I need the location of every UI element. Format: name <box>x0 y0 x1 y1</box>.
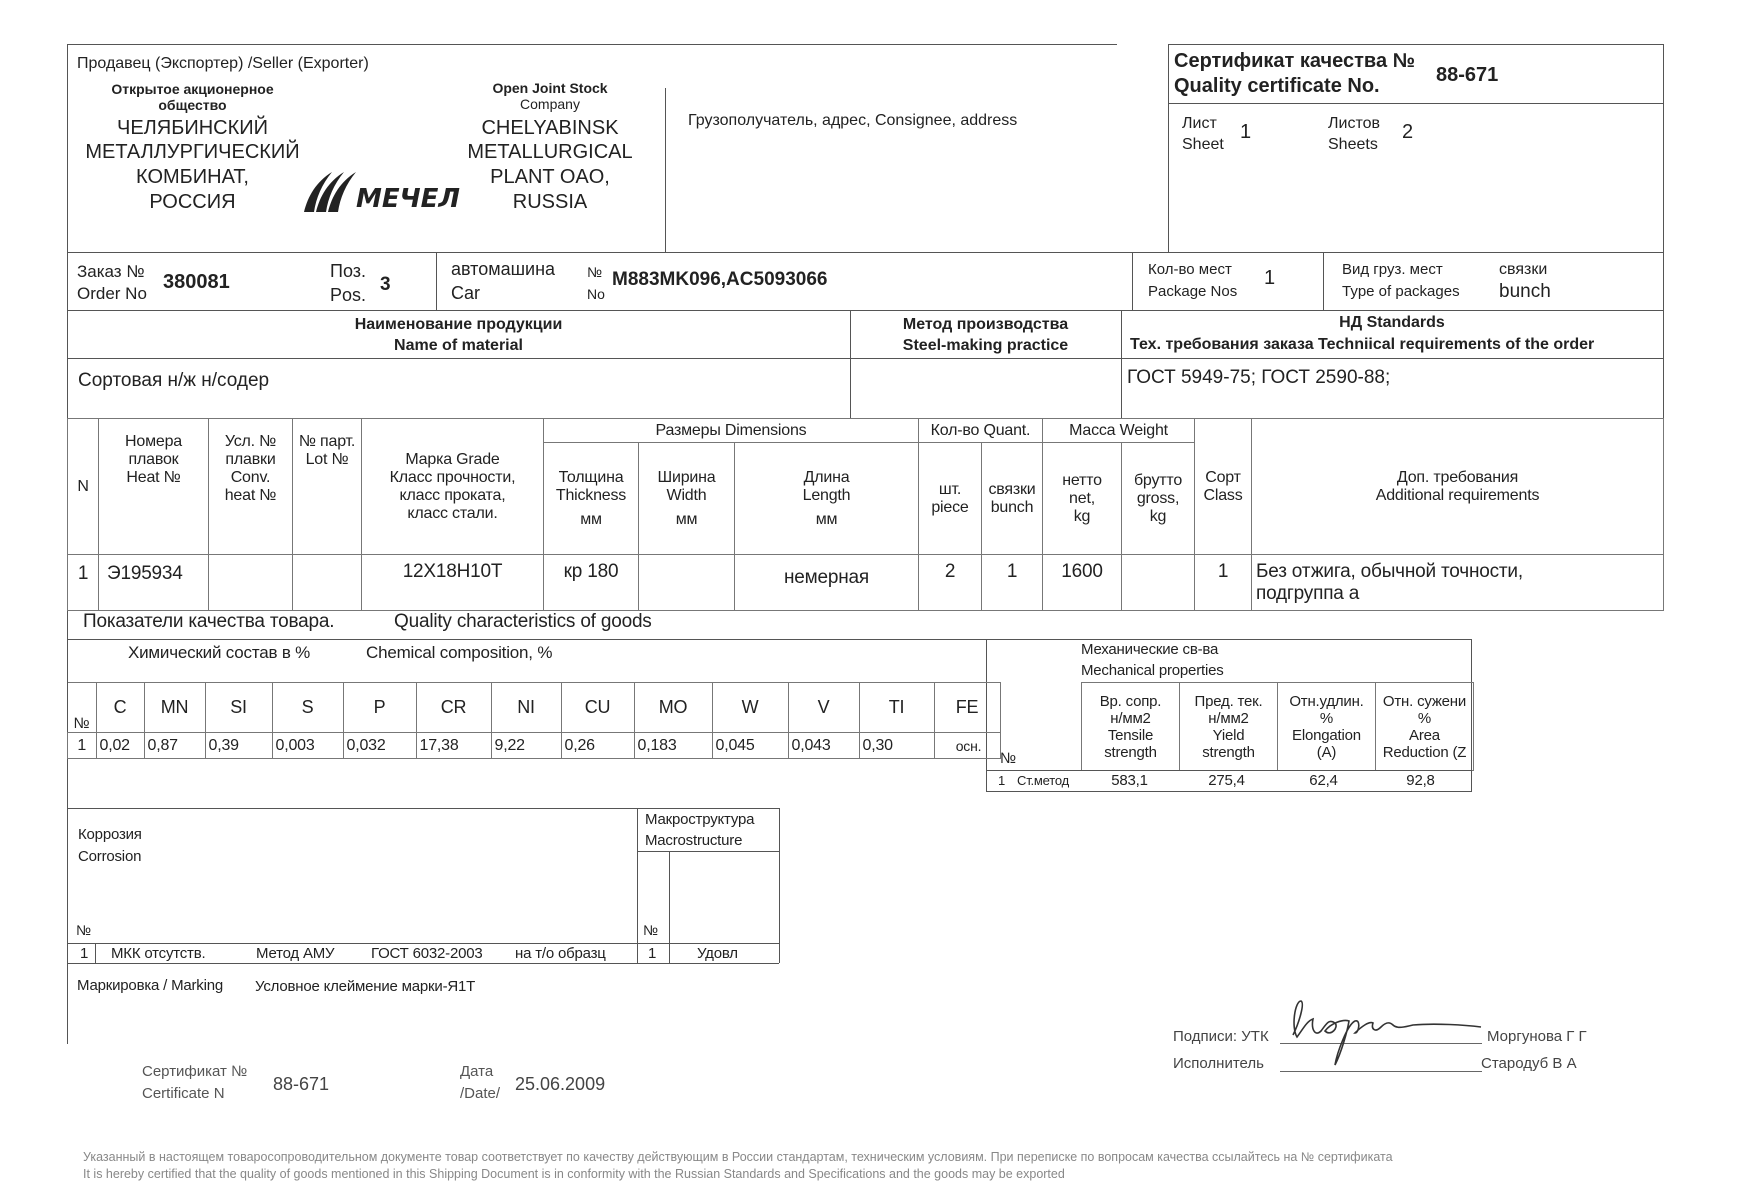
package-type-ru: связки <box>1499 261 1548 278</box>
corrosion-standard: ГОСТ 6032-2003 <box>371 945 483 962</box>
method-header-ru: Метод производства <box>902 316 1069 333</box>
col-length-header: Длина Length мм <box>735 443 919 555</box>
certificate-title-en: Quality certificate No. <box>1174 75 1380 97</box>
sheet-label-ru: Лист <box>1182 115 1217 132</box>
corrosion-method: Метод АМУ <box>256 945 335 962</box>
corrosion-title-ru: Коррозия <box>78 826 142 843</box>
mechanical-properties-table <box>1081 682 1474 771</box>
mech-header-tensile: Вр. сопр. н/мм2 Tensile strength <box>1082 683 1180 771</box>
date-value: 25.06.2009 <box>515 1074 606 1094</box>
pos-number: 3 <box>380 274 391 295</box>
pos-label-en: Pos. <box>330 285 367 305</box>
seller-type-en-2: Company <box>520 96 580 112</box>
col-thickness-header: Толщина Thickness мм <box>544 443 639 555</box>
car-no-label-ru: № <box>587 264 603 280</box>
cell-gross <box>1122 555 1195 611</box>
chem-header-v: V <box>788 683 859 733</box>
mech-no-header: № <box>1000 750 1017 767</box>
mech-row-no: 1 <box>998 773 1006 788</box>
seller-name-ru-4: РОССИЯ <box>149 191 236 213</box>
cell-conv <box>209 555 293 611</box>
date-label-en: /Date/ <box>460 1085 501 1102</box>
packages-count: 1 <box>1264 267 1276 289</box>
corrosion-result: МКК отсутств. <box>111 945 206 962</box>
order-label-en: Order No <box>77 284 147 303</box>
chem-value-p: 0,032 <box>343 733 416 759</box>
chem-value-w: 0,045 <box>712 733 788 759</box>
macro-title-ru: Макроструктура <box>645 811 755 828</box>
cell-additional: Без отжига, обычной точности, подгруппа а <box>1252 555 1664 611</box>
package-type-label-en: Type of packages <box>1342 283 1460 300</box>
mech-value-yield: 275,4 <box>1208 772 1245 789</box>
bottom-cert-label-en: Certificate N <box>142 1085 225 1102</box>
sign-name-2: Стародуб В А <box>1481 1055 1577 1072</box>
marking-value: Условное клеймение марки-Я1Т <box>255 978 476 995</box>
chem-header-mo: MO <box>634 683 712 733</box>
sign-label: Подписи: УТК <box>1173 1028 1269 1045</box>
seller-name-ru-1: ЧЕЛЯБИНСКИЙ <box>116 117 269 139</box>
col-bunch-header: связки bunch <box>982 443 1043 555</box>
chem-header-cu: CU <box>561 683 634 733</box>
chem-header-fe: FE <box>934 683 1000 733</box>
mech-value-tensile: 583,1 <box>1111 772 1148 789</box>
chem-header-c: C <box>96 683 144 733</box>
sign-name-1: Моргунова Г Г <box>1487 1028 1587 1045</box>
mech-header-area-reduction: Отн. сужени % Area Reduction (Z <box>1376 683 1474 771</box>
macro-no-header: № <box>643 922 659 938</box>
chem-value-cr: 17,38 <box>416 733 491 759</box>
seller-name-en-4: RUSSIA <box>512 191 588 213</box>
chem-value-s: 0,003 <box>272 733 343 759</box>
package-type-en: bunch <box>1499 281 1551 302</box>
chem-header-cr: CR <box>416 683 491 733</box>
order-number: 380081 <box>163 271 230 293</box>
chem-header-mn: MN <box>144 683 205 733</box>
seller-name-ru-2: МЕТАЛЛУРГИЧЕСКИЙ <box>85 141 300 163</box>
marking-label: Маркировка / Marking <box>77 977 224 994</box>
col-net-header: нетто net, kg <box>1043 443 1122 555</box>
material-standards: ГОСТ 5949-75; ГОСТ 2590-88; <box>1127 367 1391 388</box>
seller-name-en-2: METALLURGICAL <box>467 141 633 163</box>
goods-table <box>67 418 1664 611</box>
consignee-label: Грузополучатель, адрес, Consignee, address <box>688 112 1018 129</box>
logo-text: МЕЧЕЛ <box>356 184 460 214</box>
material-name-header-ru: Наименование продукции <box>354 316 563 333</box>
chem-header-s: S <box>272 683 343 733</box>
dimensions-header: Размеры Dimensions <box>544 419 919 443</box>
chem-title-ru: Химический состав в % <box>128 643 311 662</box>
chem-value-ni: 9,22 <box>491 733 561 759</box>
car-number: M883MK096,AC5093066 <box>612 269 828 290</box>
quality-title-ru: Показатели качества товара. <box>83 611 335 632</box>
mechel-logo-icon <box>302 168 362 214</box>
table-row <box>68 733 1001 759</box>
certificate-number: 88-671 <box>1436 64 1499 86</box>
footer-ru: Указанный в настоящем товаросопроводительном документе товар соответствует по качеству действующим в России стандартам, техническим условиям. При переписке по вопросам качества ссылайтесь на № сертификата <box>83 1150 1393 1164</box>
material-name: Сортовая н/ж н/содер <box>78 370 270 391</box>
cell-grade: 12Х18Н10Т <box>362 555 544 611</box>
standards-header-ru: НД Standards <box>1339 314 1445 331</box>
mech-value-elongation: 62,4 <box>1309 772 1338 789</box>
cell-piece: 2 <box>919 555 982 611</box>
seller-name-ru-3: КОМБИНАТ, <box>136 166 249 188</box>
date-label-ru: Дата <box>460 1063 494 1080</box>
material-name-header-en: Name of material <box>394 337 523 354</box>
seller-type-ru-2: общество <box>158 97 227 113</box>
standards-header-en: Тех. требования заказа Techniical requirements of the order <box>1130 336 1595 353</box>
col-gross-header: брутто gross, kg <box>1122 443 1195 555</box>
corrosion-no-header: № <box>76 922 92 938</box>
chem-value-c: 0,02 <box>96 733 144 759</box>
bottom-cert-label-ru: Сертификат № <box>142 1063 248 1080</box>
cell-lot <box>293 555 362 611</box>
chem-title-en: Chemical composition, % <box>366 643 553 662</box>
sheets-count: 2 <box>1402 121 1414 143</box>
mech-value-area-reduction: 92,8 <box>1406 772 1435 789</box>
cell-width <box>639 555 735 611</box>
cell-net: 1600 <box>1043 555 1122 611</box>
col-conv-header: Усл. № плавки Conv. heat № <box>209 419 293 555</box>
packages-label-en: Package Nos <box>1148 283 1238 300</box>
sheet-label-en: Sheet <box>1182 136 1224 153</box>
mech-title-ru: Механические св-ва <box>1081 641 1219 658</box>
chem-value-mn: 0,87 <box>144 733 205 759</box>
method-header-en: Steel-making practice <box>902 337 1069 354</box>
footer-en: It is hereby certified that the quality of goods mentioned in this Shipping Document is in conformity with the Russian Standards and Specifications and the goods may be exported <box>83 1167 1065 1181</box>
signature-icon <box>1285 993 1485 1073</box>
mech-header-yield: Пред. тек. н/мм2 Yield strength <box>1180 683 1278 771</box>
macro-result: Удовл <box>697 945 738 962</box>
corrosion-row-no: 1 <box>80 945 89 962</box>
seller-label: Продавец (Экспортер) /Seller (Exporter) <box>77 55 369 72</box>
chem-value-ti: 0,30 <box>859 733 934 759</box>
chem-header-ti: TI <box>859 683 934 733</box>
col-additional-header: Доп. требования Additional requirements <box>1252 419 1664 555</box>
chem-row-no: 1 <box>68 733 97 759</box>
col-piece-header: шт. piece <box>919 443 982 555</box>
cell-bunch: 1 <box>982 555 1043 611</box>
seller-name-en-3: PLANT OAO, <box>490 166 610 188</box>
chem-header-si: SI <box>205 683 272 733</box>
macro-row-no: 1 <box>648 945 657 962</box>
mechel-logo <box>302 168 462 214</box>
col-n-header: N <box>68 419 99 555</box>
chem-header-ni: NI <box>491 683 561 733</box>
cell-heat: Э195934 <box>99 555 209 611</box>
col-heat-header: Номера плавок Heat № <box>99 419 209 555</box>
car-no-label-en: No <box>587 286 605 302</box>
mech-title-en: Mechanical properties <box>1081 662 1224 679</box>
macro-title-en: Macrostructure <box>645 832 743 849</box>
sheets-label-en: Sheets <box>1328 136 1378 153</box>
sheets-label-ru: Листов <box>1328 115 1380 132</box>
cell-length: немерная <box>735 555 919 611</box>
chem-header-w: W <box>712 683 788 733</box>
weight-header: Масса Weight <box>1043 419 1195 443</box>
order-label-ru: Заказ № <box>77 262 145 281</box>
col-lot-header: № парт. Lot № <box>293 419 362 555</box>
seller-type-en-1: Open Joint Stock <box>492 80 608 96</box>
mech-row-method: Ст.метод <box>1017 773 1069 788</box>
corrosion-sample: на т/о образц <box>515 945 606 962</box>
cell-n: 1 <box>68 555 99 611</box>
col-width-header: Ширина Width мм <box>639 443 735 555</box>
table-row <box>68 555 1664 611</box>
chem-value-cu: 0,26 <box>561 733 634 759</box>
seller-type-ru-1: Открытое акционерное <box>111 81 274 97</box>
certificate-title-ru: Сертификат качества № <box>1174 50 1415 72</box>
col-grade-header: Марка Grade Класс прочности, класс проката, класс стали. <box>362 419 544 555</box>
chem-no-header: № <box>68 683 97 733</box>
cell-thickness: кр 180 <box>544 555 639 611</box>
seller-name-en-1: CHELYABINSK <box>481 117 619 139</box>
chem-value-si: 0,39 <box>205 733 272 759</box>
chemical-composition-table <box>67 682 1001 759</box>
col-class-header: Сорт Class <box>1195 419 1252 555</box>
cell-class: 1 <box>1195 555 1252 611</box>
corrosion-title-en: Corrosion <box>78 848 142 865</box>
quality-title-en: Quality characteristics of goods <box>394 611 652 632</box>
mech-header-elongation: Отн.удлин. % Elongation (A) <box>1278 683 1376 771</box>
pos-label-ru: Поз. <box>330 261 366 281</box>
quant-header: Кол-во Quant. <box>919 419 1043 443</box>
executor-label: Исполнитель <box>1173 1055 1264 1072</box>
chem-value-mo: 0,183 <box>634 733 712 759</box>
car-label-ru: автомашина <box>451 259 556 279</box>
car-label-en: Car <box>451 283 481 303</box>
package-type-label-ru: Вид груз. мест <box>1342 261 1443 278</box>
chem-value-v: 0,043 <box>788 733 859 759</box>
bottom-cert-number: 88-671 <box>273 1074 330 1094</box>
sheet-number: 1 <box>1240 121 1252 143</box>
chem-header-p: P <box>343 683 416 733</box>
chem-value-fe: осн. <box>934 733 1000 759</box>
packages-label-ru: Кол-во мест <box>1148 261 1232 278</box>
